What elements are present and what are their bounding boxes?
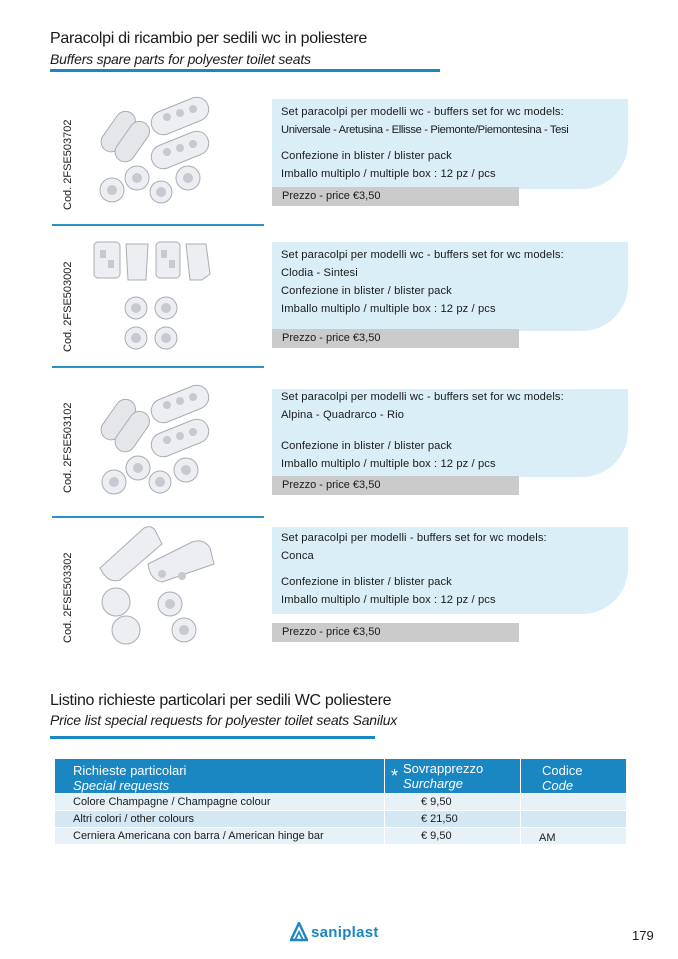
product-price: Prezzo - price €3,50	[272, 329, 519, 348]
pricelist-subtitle: Price list special requests for polyester toilet seats Sanilux	[50, 712, 398, 728]
header-code-en: Code	[542, 778, 574, 793]
pricelist-underline	[50, 736, 375, 739]
table-row	[55, 810, 626, 827]
section-divider	[52, 224, 264, 226]
title-underline	[50, 69, 440, 72]
product-models: Conca	[281, 550, 314, 562]
cell-surcharge: € 9,50	[384, 827, 520, 844]
page-number: 179	[632, 928, 654, 943]
product-price: Prezzo - price €3,50	[272, 623, 519, 642]
product-models: Universale - Aretusina - Ellisse - Piemonte/Piemontesina - Tesi	[281, 124, 569, 136]
buffer-set-image	[92, 92, 216, 212]
product-code: Cod. 2FSE503302	[62, 552, 74, 643]
buffer-set-image	[92, 524, 222, 646]
logo-mark-icon	[290, 922, 308, 942]
pricelist-title: Listino richieste particolari per sedili WC poliestere	[50, 692, 392, 709]
buffer-set-image	[92, 378, 216, 498]
header-surcharge	[384, 759, 520, 793]
product-description: Set paracolpi per modelli - buffers set for wc models:	[281, 532, 547, 544]
buffer-set-image	[90, 238, 214, 358]
product-code: Cod. 2FSE503702	[62, 119, 74, 210]
product-code: Cod. 2FSE503102	[62, 402, 74, 493]
cell-request: Colore Champagne / Champagne colour	[55, 793, 384, 810]
product-info-panel	[272, 527, 628, 614]
section-divider	[52, 516, 264, 518]
product-pack: Confezione in blister / blister pack	[281, 576, 452, 588]
product-description: Set paracolpi per modelli wc - buffers set for wc models:	[281, 391, 564, 403]
product-pack: Confezione in blister / blister pack	[281, 150, 452, 162]
product-info-panel	[272, 242, 628, 331]
product-description: Set paracolpi per modelli wc - buffers set for wc models:	[281, 106, 564, 118]
product-multipack: Imballo multiplo / multiple box : 12 pz / pcs	[281, 168, 496, 180]
header-surcharge-en: Surcharge	[403, 776, 463, 791]
cell-surcharge: € 21,50	[384, 810, 520, 827]
page-subtitle: Buffers spare parts for polyester toilet seats	[50, 51, 311, 67]
header-code-it: Codice	[542, 763, 583, 778]
cell-code	[520, 793, 626, 810]
header-requests-en: Special requests	[73, 778, 170, 793]
product-models: Clodia - Sintesi	[281, 267, 358, 279]
product-pack: Confezione in blister / blister pack	[281, 440, 452, 452]
logo-text: saniplast	[311, 923, 379, 941]
cell-request: Cerniera Americana con barra / American hinge bar	[55, 827, 384, 844]
table-row	[55, 827, 626, 844]
product-info-panel	[272, 389, 628, 477]
product-multipack: Imballo multiplo / multiple box : 12 pz / pcs	[281, 594, 496, 606]
section-divider	[52, 366, 264, 368]
header-code	[520, 759, 626, 793]
table-row	[55, 793, 626, 810]
product-multipack: Imballo multiplo / multiple box : 12 pz / pcs	[281, 458, 496, 470]
product-code: Cod. 2FSE503002	[62, 261, 74, 352]
table-header-row	[55, 759, 626, 793]
header-requests-it: Richieste particolari	[73, 763, 187, 778]
product-pack: Confezione in blister / blister pack	[281, 285, 452, 297]
product-multipack: Imballo multiplo / multiple box : 12 pz / pcs	[281, 303, 496, 315]
cell-request: Altri colori / other colours	[55, 810, 384, 827]
page-title: Paracolpi di ricambio per sedili wc in poliestere	[50, 30, 368, 47]
product-description: Set paracolpi per modelli wc - buffers set for wc models:	[281, 249, 564, 261]
cell-code	[520, 810, 626, 827]
cell-surcharge: € 9,50	[384, 793, 520, 810]
header-surcharge-it: Sovrapprezzo	[403, 761, 484, 776]
surcharge-asterisk: *	[391, 766, 399, 786]
product-price: Prezzo - price €3,50	[272, 187, 519, 206]
pricelist-table	[55, 759, 626, 844]
cell-code: AM	[520, 827, 626, 844]
saniplast-logo	[290, 922, 379, 942]
product-price: Prezzo - price €3,50	[272, 476, 519, 495]
header-requests	[55, 759, 384, 793]
product-info-panel	[272, 99, 628, 189]
product-models: Alpina - Quadrarco - Rio	[281, 409, 405, 421]
